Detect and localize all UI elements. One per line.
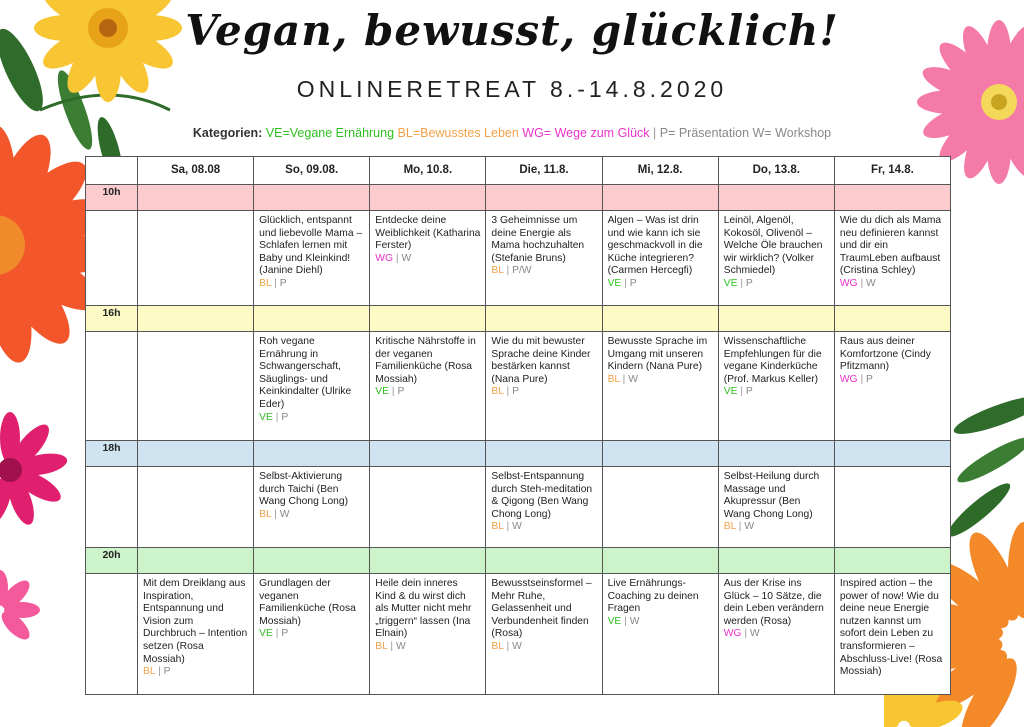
session-cell bbox=[254, 467, 370, 548]
session-cell bbox=[254, 332, 370, 441]
category-separator: | bbox=[275, 411, 279, 423]
session-title: Raus aus deiner Komfortzone (Cindy Pfitzmann) bbox=[839, 336, 931, 373]
category-code: WG bbox=[839, 277, 858, 289]
session-category bbox=[724, 386, 753, 397]
session-cell bbox=[486, 574, 602, 695]
session-type: W bbox=[512, 640, 522, 652]
session-cell bbox=[602, 332, 718, 441]
session-title: Entdecke deine Weiblichkeit (Katharina Ferster) bbox=[375, 215, 481, 252]
category-separator: | bbox=[275, 628, 279, 640]
session-type: P bbox=[629, 277, 637, 289]
session-cell bbox=[370, 211, 486, 306]
category-separator: | bbox=[740, 277, 744, 289]
category-separator: | bbox=[624, 277, 627, 289]
category-code: BL bbox=[491, 265, 504, 277]
category-code: VE bbox=[607, 277, 622, 289]
session-row bbox=[86, 332, 951, 441]
session-type: W bbox=[866, 277, 876, 289]
session-title: Inspired action – the power of now! Wie du deine neue Energie nutzen kannst um sofort dein Leben zu transformieren – Abschluss-Live! (Rosa Mossiah) bbox=[839, 578, 943, 678]
session-type: W bbox=[395, 640, 406, 652]
time-label: 18h bbox=[86, 441, 138, 467]
session-row bbox=[86, 574, 951, 695]
corner-cell bbox=[86, 157, 138, 185]
legend-label: Kategorien: bbox=[192, 126, 263, 140]
session-cell bbox=[254, 574, 370, 695]
schedule-table bbox=[85, 156, 951, 695]
session-title: 3 Geheimnisse um deine Energie als Mama hochzuhalten (Stefanie Bruns) bbox=[491, 215, 585, 264]
category-code: WG bbox=[723, 628, 742, 640]
session-type: P bbox=[397, 386, 405, 398]
session-category bbox=[840, 278, 876, 289]
empty-cell bbox=[86, 574, 138, 695]
session-category bbox=[724, 278, 753, 289]
day-header-row bbox=[86, 157, 951, 185]
session-cell bbox=[486, 211, 602, 306]
session-category bbox=[375, 253, 411, 264]
category-code: BL bbox=[491, 521, 504, 533]
session-type: P bbox=[866, 373, 873, 385]
category-code: BL bbox=[375, 640, 388, 652]
category-code: BL bbox=[491, 640, 504, 652]
empty-cell bbox=[370, 467, 486, 548]
session-title: Wie du dich als Mama neu definieren kannst und dir ein TraumLeben aufbaust (Cristina Schley) bbox=[839, 215, 942, 277]
day-header: Sa, 08.08 bbox=[138, 157, 254, 185]
session-type: W bbox=[629, 615, 640, 627]
category-code: BL bbox=[491, 386, 504, 398]
empty-cell bbox=[86, 467, 138, 548]
session-title: Live Ernährungs-Coaching zu deinen Fragen bbox=[607, 578, 699, 615]
session-title: Glücklich, entspannt und liebevolle Mama – Schlafen lernen mit Baby und Kleinkind! (Janine Diehl) bbox=[259, 215, 363, 277]
category-separator: | bbox=[622, 373, 626, 385]
session-cell bbox=[370, 332, 486, 441]
category-separator: | bbox=[506, 640, 510, 652]
category-separator: | bbox=[506, 386, 510, 398]
category-legend bbox=[0, 126, 1024, 140]
empty-cell bbox=[602, 467, 718, 548]
session-category bbox=[608, 374, 638, 385]
session-title: Selbst-Entspannung durch Steh-meditation & Qigong (Ben Wang Chong Long) bbox=[491, 471, 593, 520]
time-row-16h bbox=[86, 306, 951, 332]
category-separator: | bbox=[624, 615, 627, 627]
session-title: Wie du mit bewuster Sprache deine Kinder bestärken kannst (Nana Pure) bbox=[491, 336, 591, 385]
session-title: Algen – Was ist drin und wie kann ich sie geschmackvoll in die Küche integrieren? (Carmen Hercegfi) bbox=[607, 215, 703, 277]
category-code: BL bbox=[607, 373, 620, 385]
empty-cell bbox=[138, 467, 254, 548]
page-title: Vegan, bewusst, glücklich! bbox=[185, 6, 839, 55]
category-separator: | bbox=[744, 628, 747, 640]
category-code: VE bbox=[723, 277, 738, 289]
session-title: Kritische Nährstoffe in der veganen Familienküche (Rosa Mossiah) bbox=[375, 336, 476, 385]
session-type: W bbox=[401, 252, 412, 264]
session-title: Selbst-Heilung durch Massage und Akupressur (Ben Wang Chong Long) bbox=[723, 471, 820, 520]
session-title: Heile dein inneres Kind & du wirst dich als Mutter nicht mehr „triggern“ lassen (Ina Elnain) bbox=[375, 578, 472, 640]
session-category bbox=[724, 521, 754, 532]
category-code: BL bbox=[259, 277, 272, 289]
empty-cell bbox=[138, 211, 254, 306]
legend-ve: VE=Vegane Ernährung bbox=[265, 126, 395, 140]
category-separator: | bbox=[860, 373, 864, 385]
session-category bbox=[259, 509, 289, 520]
session-cell bbox=[718, 467, 834, 548]
session-type: W bbox=[749, 628, 760, 640]
category-separator: | bbox=[274, 508, 277, 520]
legend-separator: | bbox=[653, 126, 657, 140]
empty-cell bbox=[86, 332, 138, 441]
session-category bbox=[259, 412, 288, 423]
session-type: P bbox=[281, 628, 289, 640]
category-separator: | bbox=[506, 521, 510, 533]
session-category bbox=[491, 265, 531, 276]
time-row-10h bbox=[86, 185, 951, 211]
category-separator: | bbox=[860, 277, 864, 289]
category-separator: | bbox=[274, 277, 277, 289]
session-cell bbox=[718, 332, 834, 441]
session-cell bbox=[602, 574, 718, 695]
legend-pw: P= Präsentation W= Workshop bbox=[659, 126, 832, 140]
legend-bl: BL=Bewusstes Leben bbox=[397, 126, 519, 140]
category-code: VE bbox=[259, 628, 273, 640]
category-separator: | bbox=[395, 252, 399, 264]
day-header: Mo, 10.8. bbox=[370, 157, 486, 185]
session-type: P/W bbox=[512, 265, 532, 277]
session-title: Mit dem Dreiklang aus Inspiration, Entspannung und Vision zum Durchbruch – Intention setzen (Rosa Mossiah) bbox=[143, 578, 248, 665]
session-category bbox=[259, 628, 288, 639]
category-separator: | bbox=[158, 666, 161, 678]
session-category bbox=[375, 641, 405, 652]
session-type: W bbox=[628, 373, 638, 385]
session-cell bbox=[834, 574, 950, 695]
session-title: Roh vegane Ernährung in Schwangerschaft, Säuglings- und Keinkindalter (Ulrike Eder) bbox=[259, 336, 352, 410]
category-code: VE bbox=[723, 386, 738, 398]
session-title: Bewusstseinsformel – Mehr Ruhe, Gelassenheit und Verbundenheit finden (Rosa) bbox=[491, 578, 592, 640]
session-row bbox=[86, 211, 951, 306]
session-cell bbox=[718, 574, 834, 695]
day-header: Die, 11.8. bbox=[486, 157, 602, 185]
empty-cell bbox=[834, 467, 950, 548]
session-type: P bbox=[163, 666, 171, 678]
session-cell bbox=[718, 211, 834, 306]
time-label: 10h bbox=[86, 185, 138, 211]
session-category bbox=[840, 374, 873, 385]
session-category bbox=[724, 628, 760, 639]
session-row bbox=[86, 467, 951, 548]
day-header: Fr, 14.8. bbox=[834, 157, 950, 185]
empty-cell bbox=[138, 332, 254, 441]
legend-wg: WG= Wege zum Glück bbox=[522, 126, 650, 140]
category-separator: | bbox=[391, 386, 395, 398]
category-code: VE bbox=[607, 615, 622, 627]
category-code: BL bbox=[723, 521, 736, 533]
session-title: Selbst-Aktivierung durch Taichi (Ben Wang Chong Long) bbox=[259, 471, 349, 508]
day-header: Do, 13.8. bbox=[718, 157, 834, 185]
time-label: 20h bbox=[86, 548, 138, 574]
category-code: BL bbox=[259, 508, 272, 520]
session-category bbox=[143, 666, 171, 677]
session-type: W bbox=[744, 521, 755, 533]
time-label: 16h bbox=[86, 306, 138, 332]
category-code: VE bbox=[375, 386, 390, 398]
session-cell bbox=[370, 574, 486, 695]
session-type: P bbox=[279, 277, 287, 289]
page-subtitle: ONLINERETREAT 8.-14.8.2020 bbox=[296, 76, 728, 102]
session-type: P bbox=[281, 411, 289, 423]
category-code: WG bbox=[375, 252, 394, 264]
session-type: W bbox=[279, 508, 290, 520]
session-type: P bbox=[512, 386, 519, 398]
session-category bbox=[608, 616, 640, 627]
session-cell bbox=[834, 211, 950, 306]
session-title: Leinöl, Algenöl, Kokosöl, Olivenöl – Welche Öle brauchen wir wirklich? (Volker Schmiedel) bbox=[723, 215, 823, 277]
session-type: P bbox=[745, 386, 753, 398]
time-row-20h bbox=[86, 548, 951, 574]
session-cell bbox=[602, 211, 718, 306]
session-cell bbox=[254, 211, 370, 306]
session-type: W bbox=[512, 521, 522, 533]
session-category bbox=[491, 521, 521, 532]
session-category bbox=[259, 278, 287, 289]
session-cell bbox=[834, 332, 950, 441]
category-separator: | bbox=[740, 386, 744, 398]
session-title: Grundlagen der veganen Familienküche (Rosa Mossiah) bbox=[259, 578, 356, 627]
session-title: Wissenschaftliche Empfehlungen für die vegane Kinderküche (Prof. Markus Keller) bbox=[723, 336, 822, 385]
session-category bbox=[375, 386, 404, 397]
category-code: VE bbox=[259, 411, 273, 423]
session-type: P bbox=[745, 277, 753, 289]
category-separator: | bbox=[506, 265, 510, 277]
session-title: Aus der Krise ins Glück – 10 Sätze, die dein Leben verändern werden (Rosa) bbox=[723, 578, 824, 627]
session-cell bbox=[138, 574, 254, 695]
session-title: Bewusste Sprache im Umgang mit unseren Kindern (Nana Pure) bbox=[607, 336, 708, 373]
time-row-18h bbox=[86, 441, 951, 467]
session-cell bbox=[486, 332, 602, 441]
day-header: So, 09.08. bbox=[254, 157, 370, 185]
session-cell bbox=[486, 467, 602, 548]
category-code: BL bbox=[143, 666, 156, 678]
category-separator: | bbox=[390, 640, 394, 652]
session-category bbox=[491, 386, 519, 397]
category-code: WG bbox=[839, 373, 858, 385]
session-category bbox=[608, 278, 637, 289]
session-category bbox=[491, 641, 521, 652]
category-separator: | bbox=[738, 521, 742, 533]
empty-cell bbox=[86, 211, 138, 306]
day-header: Mi, 12.8. bbox=[602, 157, 718, 185]
